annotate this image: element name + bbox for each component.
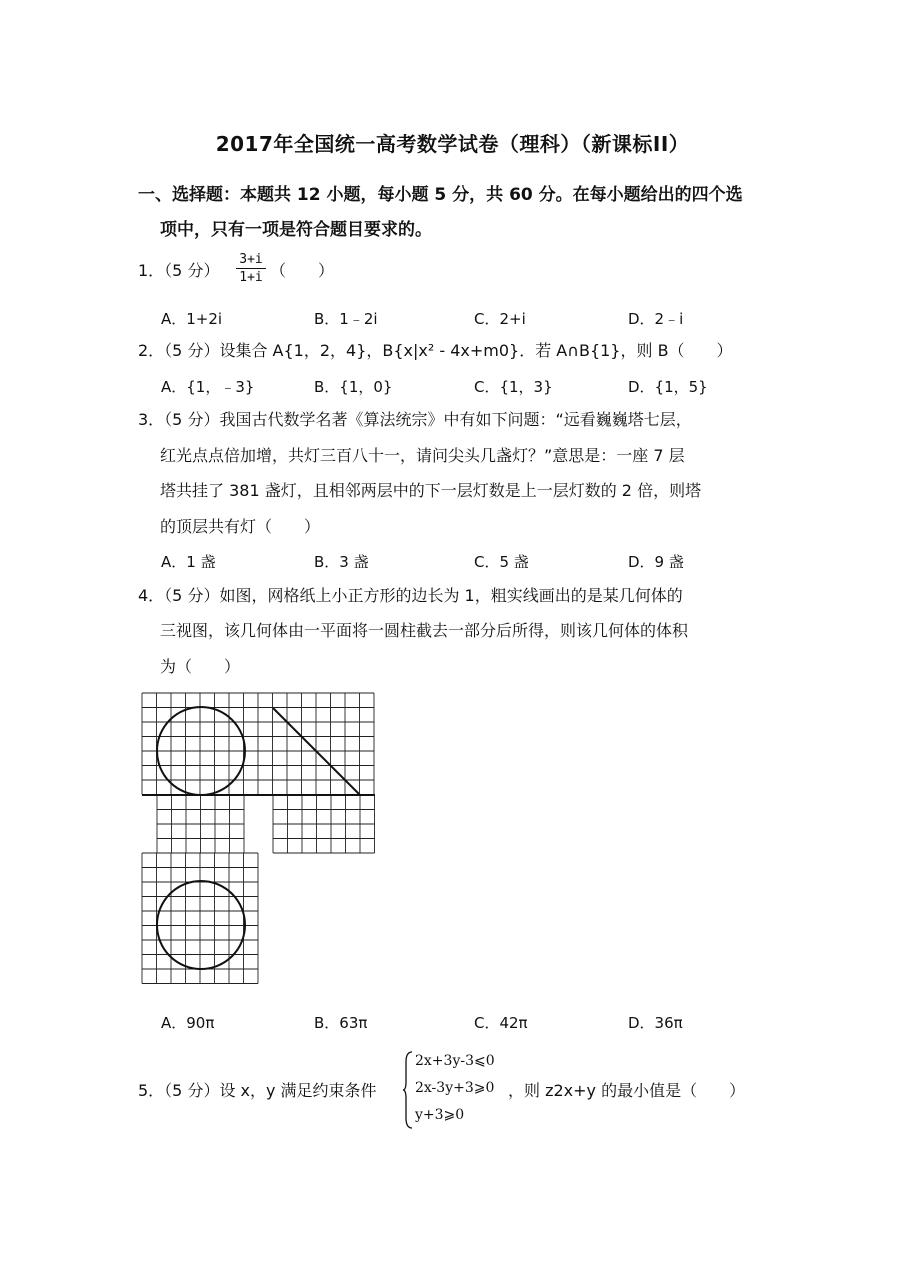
- section-heading-line1: 一、选择题：本题共 12 小题，每小题 5 分，共 60 分。在每小题给出的四个选: [138, 185, 743, 205]
- q2-option-b: B．{1，0}: [314, 378, 393, 396]
- q4-option-d: D．36π: [628, 1014, 683, 1032]
- q1-option-d: D．2﹣i: [628, 310, 684, 328]
- page-title: 2017年全国统一高考数学试卷（理科）（新课标II）: [215, 132, 690, 156]
- q3-option-a: A．1 盏: [161, 553, 216, 571]
- section-heading-line2: 项中，只有一项是符合题目要求的。: [160, 220, 432, 240]
- q3-line2: 红光点点倍加增，共灯三百八十一，请问尖头几盏灯？”意思是：一座 7 层: [160, 446, 685, 465]
- q2-option-c: C．{1，3}: [474, 378, 553, 396]
- q5-constraint-3: y+3⩾0: [415, 1107, 465, 1123]
- q1-paren: （ ）: [270, 261, 335, 280]
- q4-line2: 三视图，该几何体由一平面将一圆柱截去一部分后所得，则该几何体的体积: [160, 621, 689, 640]
- q3-option-d: D．9 盏: [628, 553, 684, 571]
- q2-option-d: D．{1，5}: [628, 378, 708, 396]
- q5-constraint-2: 2x-3y+3⩾0: [415, 1080, 495, 1096]
- q1-option-b: B．1﹣2i: [314, 310, 378, 328]
- q4-line3: 为（ ）: [160, 657, 241, 676]
- grid-top-strip: [142, 693, 374, 795]
- grid-front-view: [157, 795, 244, 853]
- q3-line4: 的顶层共有灯（ ）: [160, 517, 321, 536]
- q3-option-c: C．5 盏: [474, 553, 529, 571]
- side-view-diagonal: [273, 708, 360, 795]
- q1-numerator: 3+i: [239, 252, 263, 267]
- q4-option-a: A．90π: [161, 1014, 215, 1032]
- q3-line1: 3．（5 分）我国古代数学名著《算法统宗》中有如下问题：“远看巍巍塔七层，: [138, 410, 692, 429]
- top-view-circle: [157, 881, 245, 969]
- q5-suffix: ，则 z2x+y 的最小值是（ ）: [508, 1081, 746, 1100]
- q1-option-c: C．2+i: [474, 310, 526, 328]
- constraint-brace: [402, 1050, 414, 1130]
- q4-option-c: C．42π: [474, 1014, 528, 1032]
- q3-option-b: B．3 盏: [314, 553, 369, 571]
- q1-denominator: 1+i: [239, 270, 263, 285]
- q2-option-a: A．{1，﹣3}: [161, 378, 255, 396]
- grid-top-view: [142, 853, 258, 984]
- q4-line1: 4．（5 分）如图，网格纸上小正方形的边长为 1，粗实线画出的是某几何体的: [138, 586, 683, 605]
- q5-prefix: 5．（5 分）设 x，y 满足约束条件: [138, 1081, 377, 1100]
- q4-option-b: B．63π: [314, 1014, 368, 1032]
- q1-number: 1．（5 分）: [138, 261, 220, 280]
- q5-constraint-1: 2x+3y-3⩽0: [415, 1053, 495, 1069]
- q1-option-a: A．1+2i: [161, 310, 223, 328]
- q3-line3: 塔共挂了 381 盏灯，且相邻两层中的下一层灯数是上一层灯数的 2 倍，则塔: [160, 481, 702, 500]
- q2-text: 2．（5 分）设集合 A{1，2，4}，B{x|x² - 4x+m0}．若 A∩B{1}，则 B（ ）: [138, 341, 733, 360]
- grid-side-view: [273, 795, 375, 853]
